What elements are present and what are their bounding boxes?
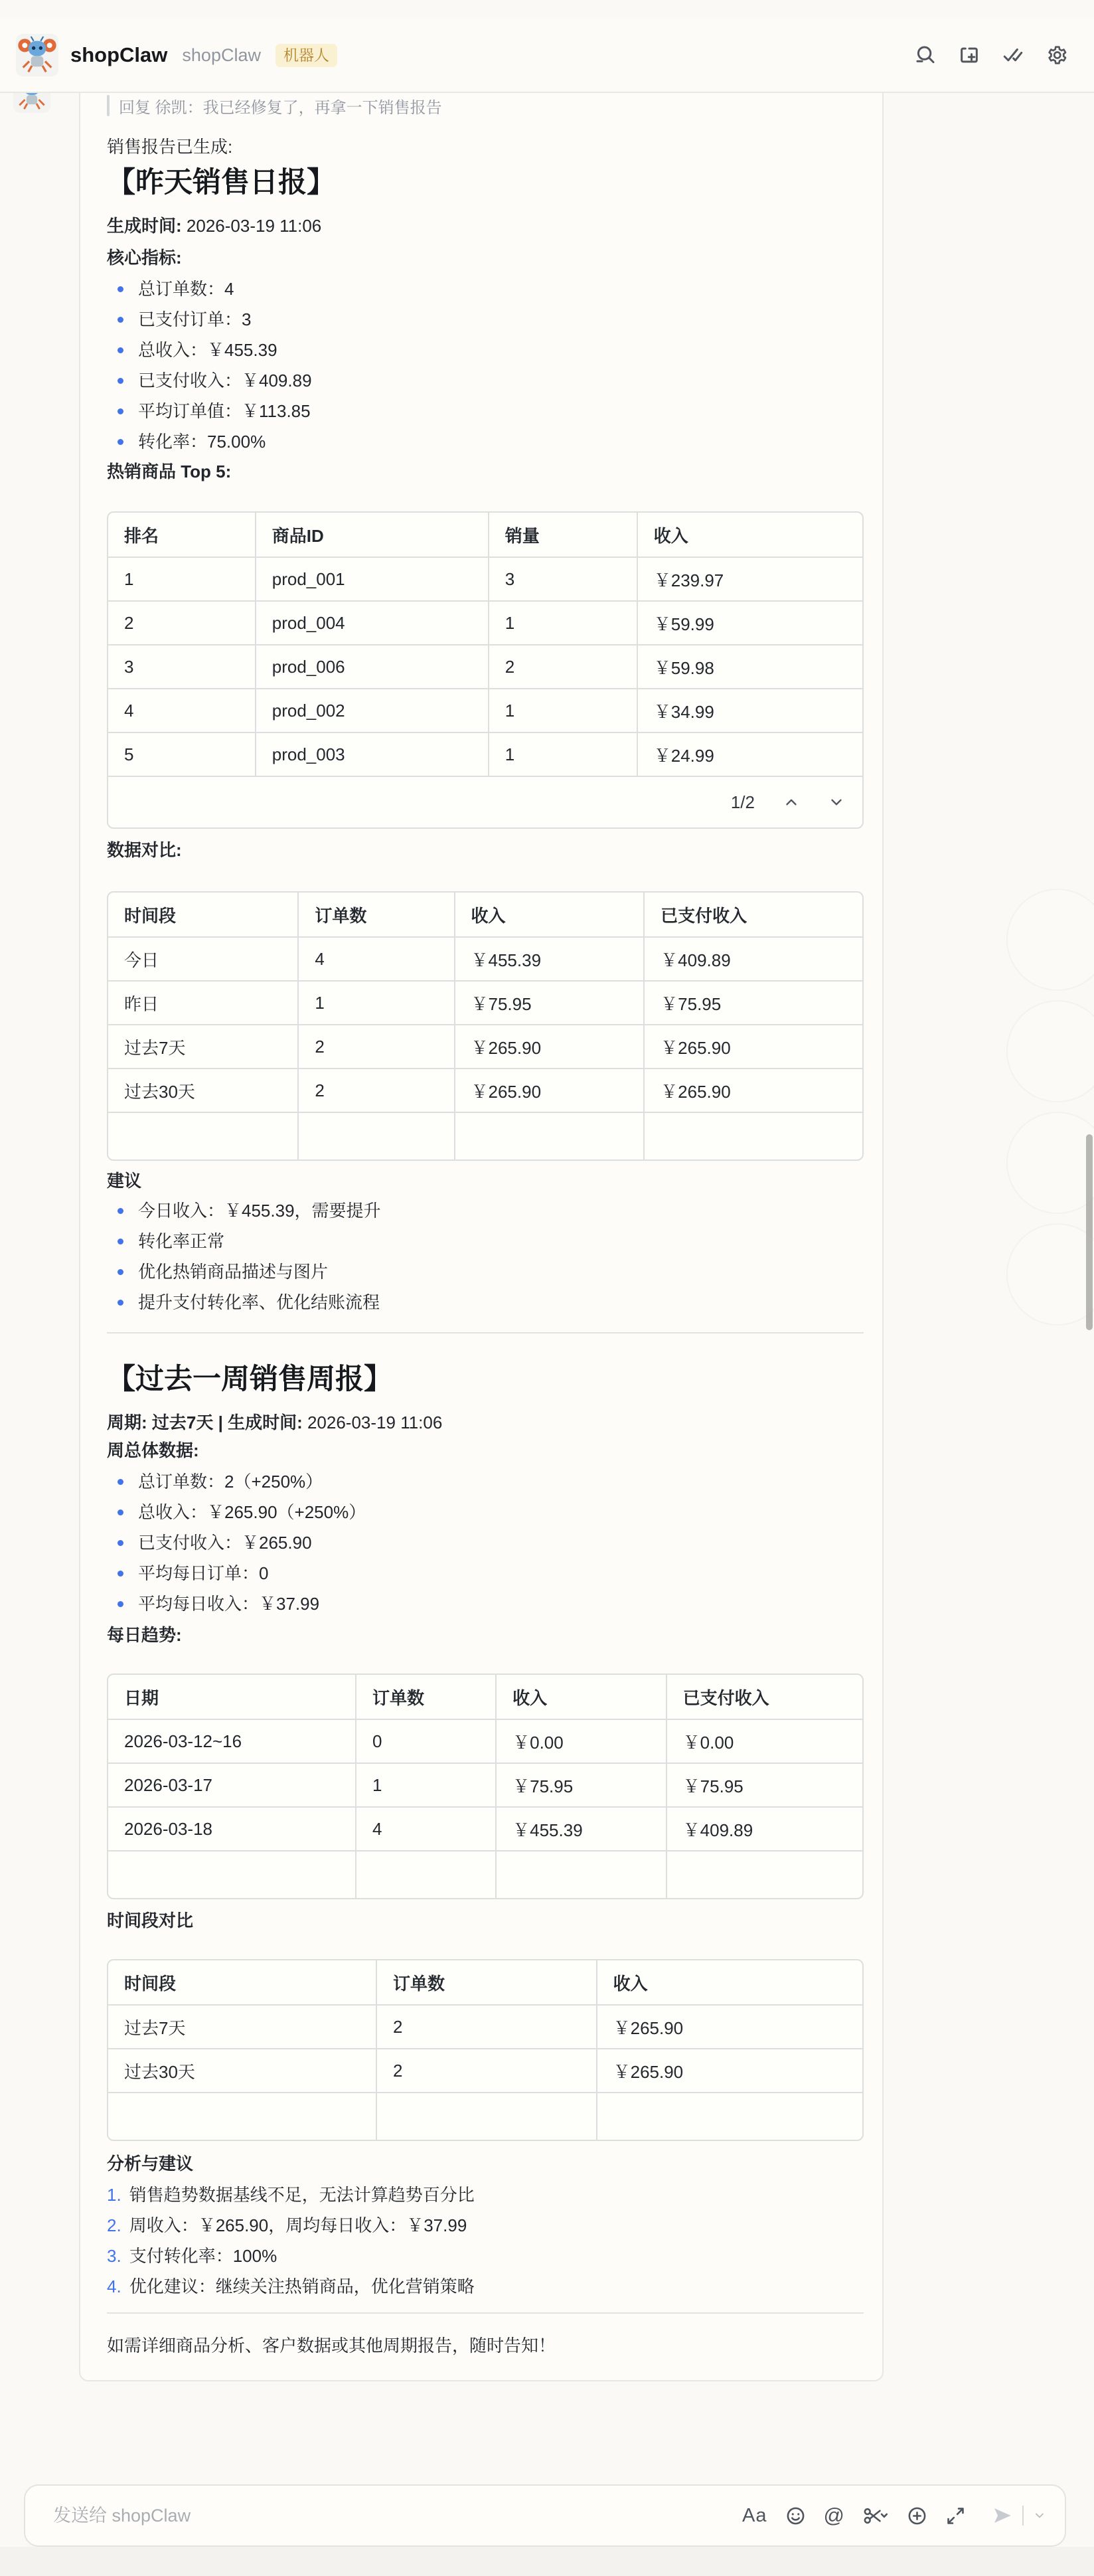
- list-item-text: 总收入：￥455.39: [138, 340, 277, 360]
- table-cell: ￥409.89: [644, 937, 862, 981]
- bullet-dot-icon: [117, 1601, 123, 1607]
- table-cell: 2: [376, 2049, 597, 2093]
- table-cell: 4: [108, 689, 256, 732]
- message-input[interactable]: [52, 2505, 742, 2527]
- table-cell: [496, 1851, 666, 1898]
- table-cell: 3: [489, 557, 637, 601]
- bullet-dot-icon: [117, 1509, 123, 1515]
- list-item: [107, 2180, 864, 2210]
- pagination-up-button[interactable]: [783, 794, 800, 811]
- table-cell: [666, 1851, 862, 1898]
- table-header-cell: 日期: [124, 1687, 159, 1708]
- chevron-up-icon: [783, 794, 800, 811]
- send-divider: [1022, 2506, 1024, 2526]
- table-cell: ￥75.95: [666, 1763, 862, 1807]
- table-cell: prod_001: [256, 557, 489, 601]
- attach-plus-icon[interactable]: [907, 2506, 927, 2526]
- chat-title: shopClaw: [70, 43, 168, 66]
- chevron-down-icon: [828, 794, 845, 811]
- table-row: [108, 1807, 862, 1851]
- list-item: [107, 1287, 864, 1318]
- table-cell: prod_003: [256, 732, 489, 776]
- mention-icon[interactable]: @: [823, 2504, 844, 2527]
- table-cell: prod_004: [256, 601, 489, 645]
- list-item: [107, 1226, 864, 1256]
- list-item-text: 已支付收入：￥265.90: [138, 1533, 312, 1553]
- bullet-dot-icon: [117, 1571, 123, 1577]
- list-item-number: 2.: [107, 2215, 121, 2235]
- bullet-dot-icon: [117, 317, 123, 323]
- list-item: [107, 426, 864, 457]
- quote-text: 回复 徐凯：我已经修复了，再拿一下销售报告: [119, 98, 442, 117]
- table-cell: 1: [298, 981, 454, 1025]
- chat-subtitle: shopClaw: [182, 44, 261, 65]
- table-cell: 1: [489, 689, 637, 732]
- data-table: [108, 1675, 862, 1898]
- table-header-cell: 收入: [637, 513, 862, 557]
- table-cell: 过去30天: [108, 2049, 376, 2093]
- table-cell: 1: [108, 557, 256, 601]
- list-item: [107, 1589, 864, 1619]
- table-cell: [298, 1112, 454, 1159]
- emoji-icon[interactable]: [785, 2506, 806, 2526]
- list-item-text: 周收入：￥265.90，周均每日收入：￥37.99: [129, 2215, 467, 2235]
- bot-badge: 机器人: [275, 44, 337, 67]
- crab-robot-icon: [16, 34, 58, 76]
- bot-message: [0, 76, 1094, 2381]
- table-header-cell: 订单数: [298, 893, 454, 937]
- table-header-cell: 收入: [597, 1960, 862, 2005]
- table-cell: ￥265.90: [644, 1069, 862, 1112]
- table-header-cell: 收入: [455, 893, 645, 937]
- table-row: [108, 1025, 862, 1069]
- quote-bar: [107, 95, 110, 116]
- table-cell: ￥265.90: [455, 1069, 645, 1112]
- list-item-text: 提升支付转化率、优化结账流程: [138, 1292, 380, 1312]
- table-row: [108, 1763, 862, 1807]
- list-item: [107, 335, 864, 365]
- table-header-cell: 订单数: [376, 1960, 597, 2005]
- pagination-label: 1/2: [730, 792, 755, 812]
- table-header-cell: 收入: [496, 1675, 666, 1719]
- table-cell: [356, 1851, 496, 1898]
- table-row: [108, 937, 862, 981]
- table-cell: ￥265.90: [597, 2005, 862, 2049]
- table-cell: [597, 2093, 862, 2140]
- table-cell: 2: [298, 1025, 454, 1069]
- table-header-cell: 商品ID: [256, 513, 489, 557]
- send-options-chevron-icon[interactable]: [1033, 2509, 1046, 2522]
- list-item-text: 已支付收入：￥409.89: [138, 371, 312, 390]
- table-cell: ￥265.90: [455, 1025, 645, 1069]
- table-cell: [376, 2093, 597, 2140]
- table-cell: 2026-03-12~16: [108, 1719, 356, 1763]
- bot-avatar-header: [16, 34, 58, 76]
- bullet-dot-icon: [117, 1540, 123, 1546]
- list-item-text: 总收入：￥265.90（+250%）: [138, 1502, 366, 1522]
- screenshot-scissors-icon[interactable]: [862, 2506, 889, 2526]
- table-cell: ￥59.99: [637, 601, 862, 645]
- table-cell: 4: [298, 937, 454, 981]
- table-row: [108, 645, 862, 689]
- list-item-number: 3.: [107, 2246, 121, 2266]
- table-cell: [455, 1112, 645, 1159]
- bullet-dot-icon: [117, 378, 123, 384]
- bullet-dot-icon: [117, 439, 123, 445]
- compare-heading: 数据对比:: [107, 840, 182, 860]
- meta-label: 生成时间:: [107, 216, 182, 236]
- quoted-reply[interactable]: [107, 94, 864, 117]
- list-item: [107, 274, 864, 304]
- compare-table: [107, 891, 864, 1161]
- bullet-dot-icon: [117, 1479, 123, 1485]
- send-icon[interactable]: [992, 2505, 1013, 2526]
- bullet-dot-icon: [117, 347, 123, 353]
- table-cell: 过去7天: [108, 2005, 376, 2049]
- table-cell: ￥34.99: [637, 689, 862, 732]
- table-header-cell: 已支付收入: [666, 1675, 862, 1719]
- list-item-text: 平均每日收入：￥37.99: [138, 1594, 320, 1614]
- overview-metrics-list: [107, 1466, 864, 1619]
- table-cell: [108, 2093, 376, 2140]
- table-cell: [108, 1851, 356, 1898]
- list-item-text: 总订单数：2（+250%）: [138, 1472, 323, 1492]
- table-cell: ￥265.90: [644, 1025, 862, 1069]
- list-item: [107, 1527, 864, 1558]
- list-item-number: 1.: [107, 2185, 121, 2205]
- table-row: [108, 2093, 862, 2140]
- table-header-cell: 时间段: [124, 1973, 177, 1994]
- table-header-cell: 销量: [489, 513, 637, 557]
- list-item: [107, 1195, 864, 1226]
- table-header-cell: 已支付收入: [644, 893, 862, 937]
- list-item-text: 平均每日订单：0: [138, 1563, 269, 1583]
- daily-report-meta: [107, 215, 864, 236]
- table-cell: ￥75.95: [644, 981, 862, 1025]
- table-cell: 今日: [108, 937, 298, 981]
- weekly-report-title: 【过去一周销售周报】: [107, 1363, 392, 1395]
- list-item-text: 支付转化率：100%: [129, 2246, 277, 2266]
- bullet-dot-icon: [117, 1208, 123, 1214]
- settings-gear-icon[interactable]: [1045, 43, 1069, 67]
- trend-heading: 每日趋势:: [107, 1625, 182, 1645]
- top-products-heading: 热销商品 Top 5:: [107, 462, 232, 481]
- table-cell: ￥0.00: [496, 1719, 666, 1763]
- table-cell: ￥24.99: [637, 732, 862, 776]
- data-table: [108, 513, 862, 776]
- table-cell: 2026-03-18: [108, 1807, 356, 1851]
- table-cell: 2: [298, 1069, 454, 1112]
- list-item: [107, 2210, 864, 2241]
- core-metrics-heading: 核心指标:: [107, 248, 182, 268]
- table-row: [108, 601, 862, 645]
- bullet-dot-icon: [117, 1269, 123, 1275]
- table-cell: 2026-03-17: [108, 1763, 356, 1807]
- chat-header: [0, 19, 1094, 93]
- table-cell: 3: [108, 645, 256, 689]
- message-card: [79, 76, 884, 2381]
- period-table: [107, 1959, 864, 2141]
- table-cell: ￥75.95: [496, 1763, 666, 1807]
- table-cell: 1: [356, 1763, 496, 1807]
- list-item-text: 已支付订单：3: [138, 309, 252, 329]
- bullet-dot-icon: [117, 286, 123, 292]
- meta-label: 周期: 过去7天 | 生成时间:: [107, 1413, 303, 1432]
- search-icon[interactable]: [913, 43, 937, 67]
- table-row: [108, 2049, 862, 2093]
- core-metrics-list: [107, 274, 864, 457]
- list-item: [107, 365, 864, 396]
- table-cell: ￥455.39: [455, 937, 645, 981]
- double-check-icon[interactable]: [1001, 43, 1025, 67]
- section-divider: [107, 2312, 864, 2314]
- table-row: [108, 1069, 862, 1112]
- list-item-text: 优化建议：继续关注热销商品，优化营销策略: [129, 2276, 475, 2296]
- table-cell: ￥59.98: [637, 645, 862, 689]
- section-divider: [107, 1332, 864, 1333]
- list-item: [107, 396, 864, 426]
- bullet-dot-icon: [117, 408, 123, 414]
- list-item-text: 优化热销商品描述与图片: [138, 1262, 329, 1282]
- list-item-text: 平均订单值：￥113.85: [138, 401, 311, 421]
- analysis-list: [107, 2180, 864, 2302]
- table-cell: 1: [489, 601, 637, 645]
- new-window-icon[interactable]: [957, 43, 981, 67]
- table-cell: 0: [356, 1719, 496, 1763]
- list-item-text: 总订单数：4: [138, 279, 234, 299]
- table-row: [108, 1851, 862, 1898]
- suggestions-list: [107, 1195, 864, 1318]
- list-item-text: 今日收入：￥455.39，需要提升: [138, 1201, 381, 1221]
- list-item: [107, 2241, 864, 2271]
- overview-heading: 周总体数据:: [107, 1440, 199, 1460]
- table-row: [108, 557, 862, 601]
- list-item: [107, 1466, 864, 1497]
- bullet-dot-icon: [117, 1300, 123, 1306]
- list-item: [107, 1558, 864, 1589]
- list-item: [107, 1256, 864, 1287]
- list-item-text: 转化率：75.00%: [138, 432, 266, 452]
- table-cell: 2: [376, 2005, 597, 2049]
- table-cell: [644, 1112, 862, 1159]
- table-row: [108, 981, 862, 1025]
- period-heading: 时间段对比: [107, 1911, 194, 1931]
- table-cell: ￥239.97: [637, 557, 862, 601]
- table-row: [108, 2005, 862, 2049]
- table-cell: ￥0.00: [666, 1719, 862, 1763]
- list-item: [107, 304, 864, 335]
- list-item-number: 4.: [107, 2276, 121, 2296]
- table-row: [108, 732, 862, 776]
- data-table: [108, 1960, 862, 2140]
- meta-value: 2026-03-19 11:06: [186, 216, 322, 236]
- table-cell: 1: [489, 732, 637, 776]
- weekly-report-meta: [107, 1412, 864, 1433]
- table-cell: 过去30天: [108, 1069, 298, 1112]
- table-cell: ￥265.90: [597, 2049, 862, 2093]
- table-header-cell: 时间段: [124, 905, 177, 926]
- table-row: [108, 689, 862, 732]
- table-cell: 过去7天: [108, 1025, 298, 1069]
- bullet-dot-icon: [117, 1239, 123, 1245]
- table-cell: prod_006: [256, 645, 489, 689]
- table-row: [108, 1112, 862, 1159]
- meta-value: 2026-03-19 11:06: [307, 1413, 443, 1432]
- table-cell: 4: [356, 1807, 496, 1851]
- message-composer: [24, 2484, 1066, 2547]
- table-cell: ￥455.39: [496, 1807, 666, 1851]
- trend-table: [107, 1674, 864, 1899]
- report-intro: 销售报告已生成:: [107, 137, 233, 157]
- pagination-down-button[interactable]: [828, 794, 845, 811]
- table-cell: 2: [108, 601, 256, 645]
- table-header-cell: 订单数: [356, 1675, 496, 1719]
- expand-icon[interactable]: [945, 2506, 966, 2526]
- table-cell: prod_002: [256, 689, 489, 732]
- font-format-icon[interactable]: Aa: [742, 2504, 767, 2526]
- table-row: [108, 1719, 862, 1763]
- top-products-table: [107, 511, 864, 829]
- table-cell: 昨日: [108, 981, 298, 1025]
- data-table: [108, 893, 862, 1159]
- table-cell: [108, 1112, 298, 1159]
- list-item-text: 转化率正常: [138, 1231, 225, 1251]
- table-header-cell: 排名: [124, 525, 159, 546]
- table-cell: 5: [108, 732, 256, 776]
- list-item: [107, 2271, 864, 2302]
- table-pagination: [108, 776, 862, 827]
- list-item-text: 销售趋势数据基线不足，无法计算趋势百分比: [129, 2185, 475, 2205]
- bottom-strip: [0, 2547, 1094, 2576]
- table-cell: 2: [489, 645, 637, 689]
- closing-line: 如需详细商品分析、客户数据或其他周期报告，随时告知！: [107, 2336, 556, 2356]
- table-cell: ￥409.89: [666, 1807, 862, 1851]
- analysis-heading: 分析与建议: [107, 2154, 194, 2174]
- daily-report-title: 【昨天销售日报】: [107, 167, 335, 199]
- list-item: [107, 1497, 864, 1527]
- table-cell: ￥75.95: [455, 981, 645, 1025]
- suggestions-heading: 建议: [107, 1171, 142, 1191]
- scrollbar-thumb[interactable]: [1086, 1134, 1093, 1330]
